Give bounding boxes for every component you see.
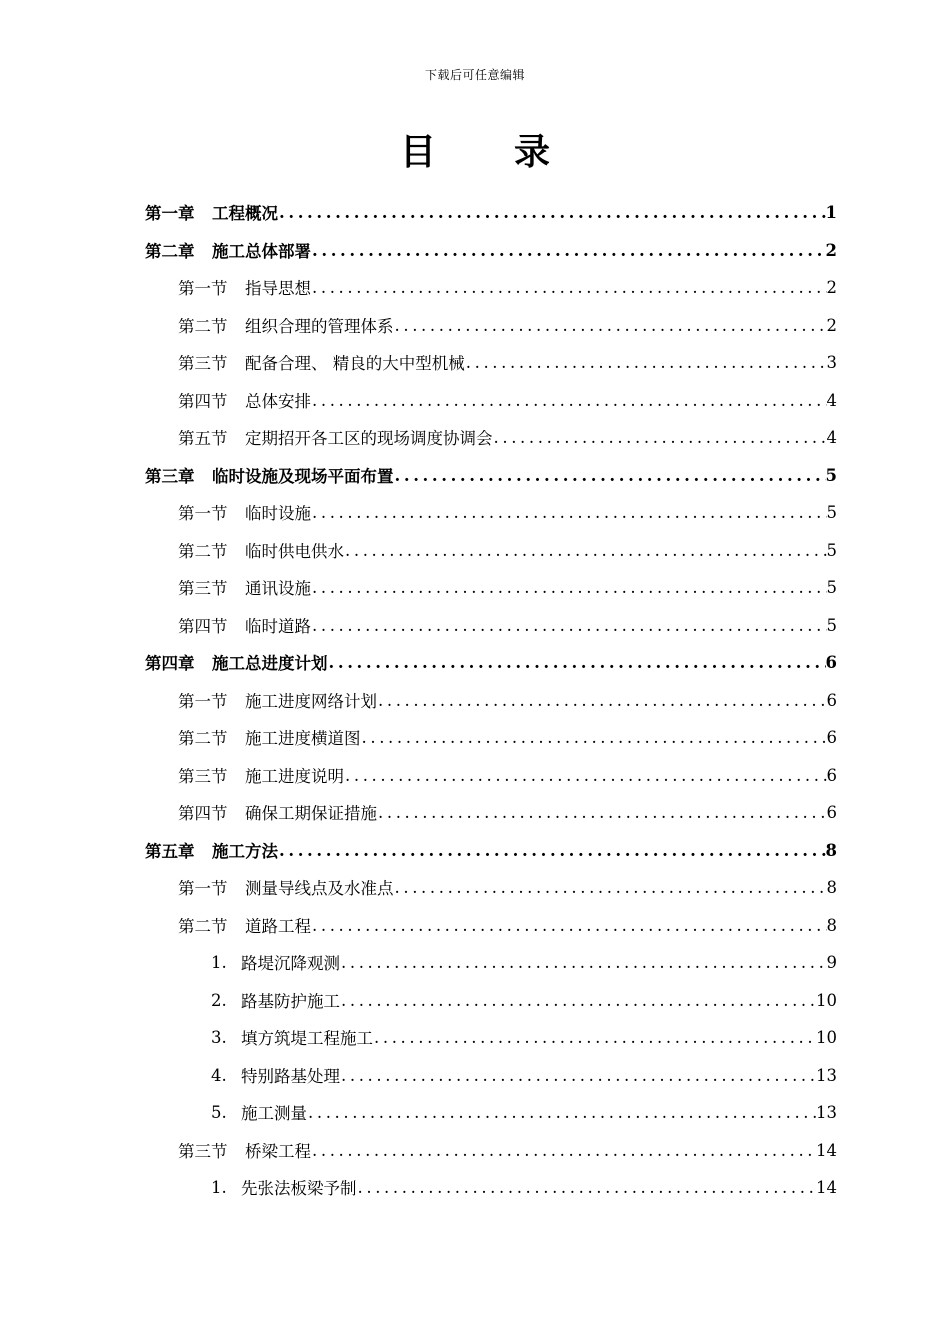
toc-dot-leader [311, 616, 827, 635]
toc-entry[interactable] [145, 833, 837, 867]
toc-entry-title: 临时设施 [245, 504, 311, 523]
toc-title-char-1: 目 [399, 131, 436, 173]
toc-dot-leader [344, 766, 827, 785]
toc-dot-leader [377, 691, 827, 710]
toc-entry-number: 第五节 [178, 429, 228, 448]
toc-entry[interactable] [178, 383, 837, 417]
toc-entry-number: 第三节 [178, 1142, 228, 1161]
toc-entry-number: 第二节 [178, 729, 228, 748]
toc-entry-number: 5. [211, 1102, 227, 1122]
toc-entry-title: 临时设施及现场平面布置 [212, 467, 394, 486]
toc-dot-leader [340, 953, 827, 972]
toc-entry-number: 第三节 [178, 354, 228, 373]
toc-dot-leader [340, 991, 816, 1010]
toc-dot-leader [394, 316, 827, 335]
toc-dot-leader [278, 841, 826, 860]
toc-dot-leader [311, 391, 827, 410]
toc-entry[interactable] [178, 420, 837, 454]
toc-entry-title: 定期招开各工区的现场调度协调会 [245, 429, 493, 448]
toc-entry-number: 第一节 [178, 504, 228, 523]
toc-entry-title: 测量导线点及水准点 [245, 879, 394, 898]
toc-entry-page: 5 [826, 577, 837, 597]
toc-entry-page: 13 [816, 1102, 837, 1122]
toc-entry-number: 第一节 [178, 692, 228, 711]
toc-entry-page: 6 [826, 802, 837, 822]
toc-dot-leader [340, 1066, 816, 1085]
toc-entry-number: 第一章 [145, 204, 195, 223]
toc-entry-title: 施工方法 [212, 842, 278, 861]
toc-entry-number: 第二节 [178, 542, 228, 561]
toc-entry-title: 道路工程 [245, 917, 311, 936]
toc-entry-page: 6 [826, 765, 837, 785]
toc-entry-title: 特别路基处理 [241, 1067, 340, 1086]
toc-entry[interactable] [211, 1170, 837, 1204]
toc-dot-leader [311, 278, 827, 297]
toc-entry-number: 第三节 [178, 767, 228, 786]
toc-entry-number: 第四节 [178, 617, 228, 636]
toc-dot-leader [311, 241, 826, 260]
toc-entry[interactable] [178, 270, 837, 304]
toc-entry[interactable] [178, 908, 837, 942]
toc-entry-title: 桥梁工程 [245, 1142, 311, 1161]
toc-entry-page: 1 [825, 202, 837, 222]
toc-dot-leader [344, 541, 827, 560]
toc-entry-title: 施工总进度计划 [212, 654, 328, 673]
toc-entry[interactable] [211, 1058, 837, 1092]
toc-entry-number: 4. [211, 1065, 227, 1085]
toc-entry-page: 13 [816, 1065, 837, 1085]
toc-entry-title: 施工进度横道图 [245, 729, 361, 748]
toc-entry-page: 14 [816, 1177, 837, 1197]
toc-entry-number: 1. [211, 952, 227, 972]
toc-dot-leader [311, 503, 827, 522]
toc-entry[interactable] [178, 533, 837, 567]
toc-entry-title: 组织合理的管理体系 [245, 317, 394, 336]
toc-entry-number: 第二章 [145, 242, 195, 261]
toc-entry-page: 2 [826, 277, 837, 297]
toc-entry[interactable] [178, 308, 837, 342]
toc-dot-leader [311, 916, 827, 935]
toc-entry-page: 5 [826, 540, 837, 560]
toc-entry-page: 10 [816, 990, 837, 1010]
toc-entry-title: 施工测量 [241, 1104, 307, 1123]
toc-dot-leader [311, 578, 827, 597]
toc-entry-number: 第二节 [178, 917, 228, 936]
toc-entry-number: 第三章 [145, 467, 195, 486]
toc-entry-number: 第二节 [178, 317, 228, 336]
toc-dot-leader [493, 428, 827, 447]
toc-entry-number: 第四节 [178, 392, 228, 411]
toc-entry-title: 确保工期保证措施 [245, 804, 377, 823]
toc-entry-page: 10 [816, 1027, 837, 1047]
toc-entry[interactable] [178, 795, 837, 829]
toc-entry-title: 施工总体部署 [212, 242, 311, 261]
toc-entry[interactable] [145, 195, 837, 229]
toc-entry-page: 6 [825, 652, 837, 672]
toc-entry-number: 第一节 [178, 279, 228, 298]
toc-dot-leader [328, 653, 826, 672]
toc-entry-page: 8 [826, 877, 837, 897]
toc-dot-leader [311, 1141, 816, 1160]
toc-entry-page: 5 [826, 502, 837, 522]
toc-dot-leader [377, 803, 827, 822]
toc-entry-title: 先张法板梁予制 [241, 1179, 357, 1198]
toc-entry-page: 14 [816, 1140, 837, 1160]
toc-entry-page: 3 [826, 352, 837, 372]
toc-entry-title: 指导思想 [245, 279, 311, 298]
toc-entry[interactable] [211, 983, 837, 1017]
toc-entry-page: 8 [825, 840, 837, 860]
toc-entry[interactable] [145, 233, 837, 267]
toc-entry[interactable] [178, 1133, 837, 1167]
toc-entry-title: 临时道路 [245, 617, 311, 636]
toc-dot-leader [278, 203, 826, 222]
toc-entry-title: 工程概况 [212, 204, 278, 223]
toc-entry-title: 施工进度网络计划 [245, 692, 377, 711]
toc-entry[interactable] [211, 1095, 837, 1129]
toc-entry-number: 2. [211, 990, 227, 1010]
toc-dot-leader [373, 1028, 816, 1047]
toc-entry-title: 配备合理、 精良的大中型机械 [245, 354, 465, 373]
toc-entry-page: 4 [826, 390, 837, 410]
toc-entry[interactable] [178, 345, 837, 379]
toc-entry-page: 9 [826, 952, 837, 972]
toc-entry[interactable] [178, 870, 837, 904]
toc-entry-page: 8 [826, 915, 837, 935]
toc-entry-title: 临时供电供水 [245, 542, 344, 561]
toc-entry-title: 路堤沉降观测 [241, 954, 340, 973]
toc-entry-page: 2 [826, 315, 837, 335]
toc-entry[interactable] [178, 608, 837, 642]
toc-title [0, 124, 950, 175]
toc-dot-leader [394, 466, 826, 485]
toc-entry-number: 第四章 [145, 654, 195, 673]
toc-entry-page: 4 [826, 427, 837, 447]
toc-entry-page: 6 [826, 690, 837, 710]
toc-dot-leader [465, 353, 827, 372]
toc-dot-leader [357, 1178, 817, 1197]
toc-entry-title: 通讯设施 [245, 579, 311, 598]
toc-entry-page: 2 [825, 240, 837, 260]
toc-entry-title: 路基防护施工 [241, 992, 340, 1011]
toc-entry[interactable] [145, 645, 837, 679]
toc-entry[interactable] [178, 758, 837, 792]
toc-entry-number: 第五章 [145, 842, 195, 861]
toc-entry-number: 1. [211, 1177, 227, 1197]
toc-entry[interactable] [145, 458, 837, 492]
toc-entry-title: 填方筑堤工程施工 [241, 1029, 373, 1048]
toc-entry-page: 5 [825, 465, 837, 485]
toc-entry-number: 3. [211, 1027, 227, 1047]
page-header-note: 下载后可任意编辑 [424, 68, 525, 82]
toc-dot-leader [307, 1103, 816, 1122]
toc-dot-leader [361, 728, 827, 747]
toc-entry[interactable] [178, 495, 837, 529]
toc-entry-title: 总体安排 [245, 392, 311, 411]
toc-dot-leader [394, 878, 827, 897]
toc-entry-title: 施工进度说明 [245, 767, 344, 786]
toc-entry-number: 第三节 [178, 579, 228, 598]
toc-title-char-2: 录 [514, 131, 551, 173]
toc-entry[interactable] [211, 1020, 837, 1054]
toc-entry[interactable] [178, 720, 837, 754]
toc-entry[interactable] [211, 945, 837, 979]
toc-entry-page: 6 [826, 727, 837, 747]
toc-entry-page: 5 [826, 615, 837, 635]
toc-entry[interactable] [178, 570, 837, 604]
toc-entry[interactable] [178, 683, 837, 717]
toc-entry-number: 第一节 [178, 879, 228, 898]
toc-entry-number: 第四节 [178, 804, 228, 823]
